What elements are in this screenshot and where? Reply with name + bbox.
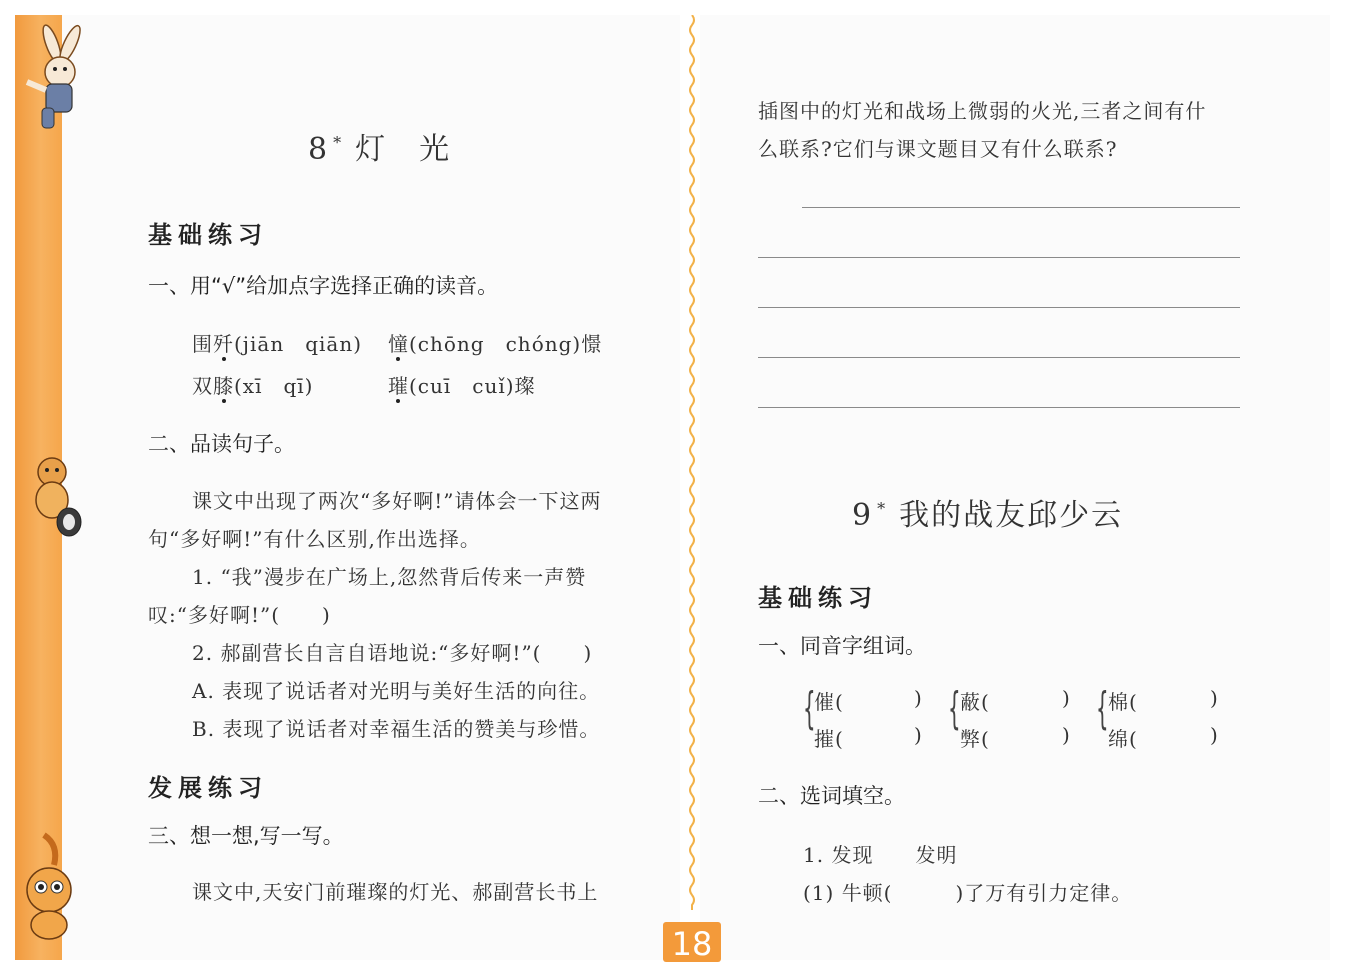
- center-seam: [688, 15, 696, 910]
- lesson-8-title: [308, 124, 451, 168]
- emphasis-dot: [396, 399, 400, 403]
- pinyin-item-d: 璀(cuī cuǐ)璨: [388, 374, 536, 398]
- homophone-close: ): [1210, 723, 1219, 747]
- question-2-heading: 二、选词填空。: [758, 784, 905, 808]
- homophone-bottom: 摧(: [814, 727, 844, 751]
- q2-option-a: A. 表现了说话者对光明与美好生活的向往。: [192, 679, 601, 703]
- q2-text-line2: 句“多好啊!”有什么区别,作出选择。: [148, 527, 481, 551]
- tiger-illustration: [14, 830, 84, 945]
- q2-item1-line1: 1. “我”漫步在广场上,忽然背后传来一声赞: [192, 565, 587, 589]
- question-3-heading: 三、想一想,写一写。: [148, 824, 344, 848]
- rabbit-illustration: [12, 22, 87, 137]
- lesson-star-mark: *: [877, 499, 888, 518]
- homophone-bottom: 弊(: [960, 727, 990, 751]
- q2-option-b: B. 表现了说话者对幸福生活的赞美与珍惜。: [192, 717, 601, 741]
- lesson-9-title: [852, 490, 1123, 534]
- q2-text-line1: 课文中出现了两次“多好啊!”请体会一下这两: [192, 489, 602, 513]
- emphasis-dot: [396, 357, 400, 361]
- q3-text-line1: 课文中,天安门前璀璨的灯光、郝副营长书上: [192, 880, 599, 904]
- section-heading-development: 发展练习: [148, 774, 268, 802]
- answer-line[interactable]: [758, 257, 1240, 258]
- homophone-close: ): [914, 686, 923, 710]
- page-number: 18: [671, 925, 713, 963]
- fill-blank-1: (1) 牛顿( )了万有引力定律。: [803, 881, 1133, 905]
- pinyin-item-c: 双膝(xī qī): [192, 374, 314, 398]
- lesson-star-mark: *: [333, 133, 344, 152]
- answer-line[interactable]: [758, 307, 1240, 308]
- homophone-top: 催(: [814, 690, 844, 714]
- brace-icon: {: [1096, 683, 1109, 734]
- emphasis-dot: [222, 399, 226, 403]
- page-number-badge: [663, 922, 721, 962]
- lesson-number: 9: [852, 498, 874, 533]
- section-heading-basic: 基础练习: [758, 584, 878, 612]
- brace-icon: {: [803, 683, 816, 734]
- brace-icon: {: [948, 683, 961, 734]
- homophone-close: ): [1062, 686, 1071, 710]
- continued-text-line2: 么联系?它们与课文题目又有什么联系?: [758, 137, 1118, 161]
- homophone-close: ): [1210, 686, 1219, 710]
- word-choice-options: 1. 发现 发明: [803, 843, 958, 867]
- q2-item2: 2. 郝副营长自言自语地说:“多好啊!”( ): [192, 641, 593, 665]
- homophone-close: ): [1062, 723, 1071, 747]
- q2-item1-line2: 叹:“多好啊!”( ): [148, 603, 331, 627]
- homophone-top: 棉(: [1108, 690, 1138, 714]
- homophone-top: 蔽(: [960, 690, 990, 714]
- homophone-close: ): [914, 723, 923, 747]
- emphasis-dot: [222, 357, 226, 361]
- question-1-heading: 一、用“√”给加点字选择正确的读音。: [148, 274, 499, 298]
- pinyin-item-b: 憧(chōng chóng)憬: [388, 332, 603, 356]
- lesson-number: 8: [308, 132, 330, 167]
- continued-text-line1: 插图中的灯光和战场上微弱的火光,三者之间有什: [758, 99, 1207, 123]
- homophone-bottom: 绵(: [1108, 727, 1138, 751]
- question-2-heading: 二、品读句子。: [148, 432, 295, 456]
- answer-line[interactable]: [802, 207, 1240, 208]
- answer-line[interactable]: [758, 357, 1240, 358]
- section-heading-basic: 基础练习: [148, 221, 268, 249]
- lesson-title-text: 灯 光: [355, 132, 452, 167]
- answer-line[interactable]: [758, 407, 1240, 408]
- fox-illustration: [14, 450, 89, 545]
- question-1-heading: 一、同音字组词。: [758, 634, 926, 658]
- pinyin-item-a: 围歼(jiān qiān): [192, 332, 363, 356]
- lesson-title-text: 我的战友邱少云: [899, 498, 1124, 533]
